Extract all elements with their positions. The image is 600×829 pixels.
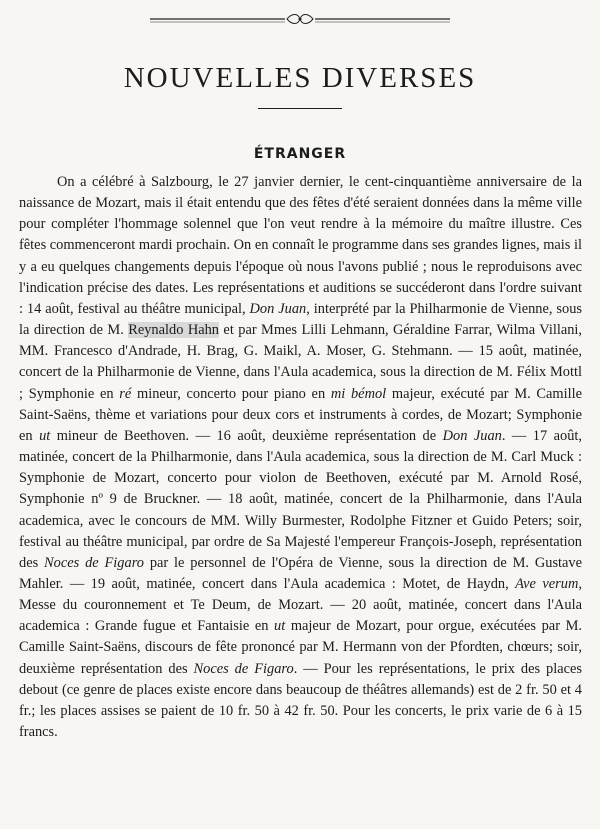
article-body: [19, 172, 582, 743]
highlighted-name: Reynaldo Hahn: [128, 322, 219, 339]
italic-title: mi bémol: [330, 385, 387, 402]
text-segment: , interprété par la Philharmonie de Vienne, sous la direction de M.: [19, 300, 582, 339]
italic-title: ut: [274, 618, 286, 635]
text-segment: majeur de Mozart, pour orgue, exécutées par M. Camille Saint-Saëns, discours de fête prononcé par M. Hermann von der Pfordten, chœurs; soir, deuxième représentation des: [19, 618, 582, 677]
article-paragraph: [19, 172, 582, 743]
italic-title: Ave verum: [515, 575, 579, 592]
italic-title: ut: [39, 427, 51, 444]
text-segment: par le personnel de l'Opéra de Vienne, sous la direction de M. Gustave Mahler. — 19 août, matinée, concert dans l'Aula academica : Motet, de Haydn,: [19, 554, 583, 592]
italic-title: Don Juan: [249, 300, 307, 317]
text-segment: mineur de Beethoven. — 16 août, deuxième représentation de: [50, 427, 443, 444]
text-segment: . — Pour les représentations, le prix des places debout (ce genre de places existe encore dans beaucoup de théâtres allemands) est de 2 fr. 50 et 4 fr.; les places assises se paient de 10 fr. 50 à 42 fr. 50. Pour les concerts, le prix varie de 6 à 15 francs.: [19, 660, 583, 741]
title-divider: [258, 108, 342, 109]
text-segment: On a célébré à Salzbourg, le 27 janvier dernier, le cent-cinquantième anniversaire de la naissance de Mozart, mais il était entendu que des fêtes d'été seraient données dans la même ville pour compléter l'hommage solennel que l'on veut rendre à la mémoire du maître illustre. Ces fêtes commenceront mardi prochain. On en connaît le programme dans ses grandes lignes, mais il y a eu quelques changements depuis l'époque où nous l'avons publié ; nous le reproduisons avec l'indication précise des dates. Les représentations et auditions se succéderont dans l'ordre suivant : 14 août, festival au théâtre municipal,: [19, 174, 582, 317]
text-segment: , Messe du couronnement et Te Deum, de Mozart. — 20 août, matinée, concert dans l'Aula academica : Grande fugue et Fantaisie en: [19, 575, 582, 635]
italic-title: Don Juan: [442, 427, 502, 444]
italic-title: Noces de Figaro: [44, 554, 144, 571]
text-segment: mineur, concerto pour piano en: [131, 385, 331, 402]
italic-title: ré: [119, 385, 132, 402]
text-segment: . — 17 août, matinée, concert de la Philharmonie, dans l'Aula academica, sous la direction de M. Carl Muck : Symphonie de Mozart, concerto pour violon de Beethoven, exécuté par M. Arnold Rosé, Symphonie nº 9 de Bruckner. — 18 août, matinée, concert de la Philharmonie, dans l'Aula academica, avec le concours de MM. Willy Burmester, Rodolphe Fitzner et Guido Peters; soir, festival au théâtre municipal, par ordre de Sa Majesté l'empereur François-Joseph, représentation des: [19, 427, 582, 571]
text-segment: et par Mmes Lilli Lehmann, Géraldine Farrar, Wilma Villani, MM. Francesco d'Andrade, H. Brag, G. Maikl, A. Moser, G. Stehmann. — 15 août, matinée, concert de la Philharmonie de Vienne, dans l'Aula academica, sous la direction de M. Félix Mottl ; Symphonie en: [19, 322, 583, 402]
header-ornament: [150, 12, 450, 26]
italic-title: Noces de Figaro: [193, 660, 294, 677]
page-title: NOUVELLES DIVERSES: [123, 62, 477, 94]
text-segment: majeur, exécuté par M. Camille Saint-Saëns, thème et variations pour deux cors et instruments à cordes, de Mozart; Symphonie en: [19, 385, 582, 444]
section-heading: ÉTRANGER: [253, 146, 347, 162]
